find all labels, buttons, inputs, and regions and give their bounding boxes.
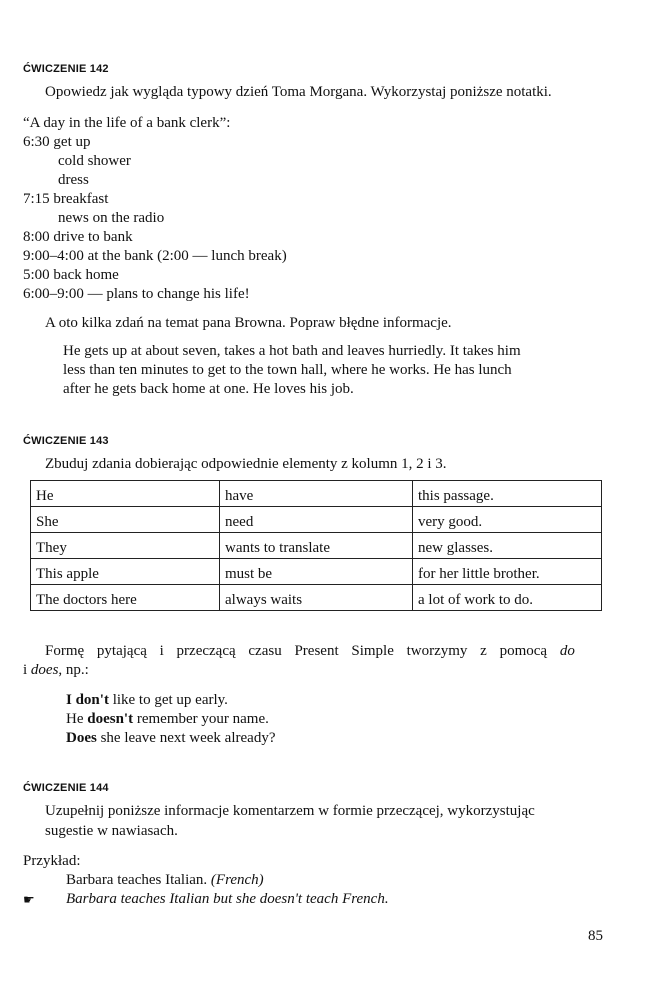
example-sentence-text: Barbara teaches Italian. (66, 872, 211, 888)
schedule-line: 7:15 breakfast (23, 191, 109, 207)
grammar-note-text: i (23, 662, 31, 678)
grammar-example (66, 729, 275, 748)
schedule-line: 6:00–9:00 — plans to change his life! (23, 286, 250, 302)
table-row (31, 533, 602, 559)
example-label: Przykład: (23, 853, 81, 869)
exercise-144-instruction: Uzupełnij poniższe informacje komentarzem w formie przeczącej, wykorzystując (45, 803, 535, 819)
grammar-does: does (30, 662, 59, 678)
table-cell: This apple (31, 559, 220, 585)
schedule-line: 9:00–4:00 at the bank (2:00 — lunch break) (23, 248, 287, 264)
grammar-do: do (559, 643, 575, 659)
table-cell: for her little brother. (413, 559, 602, 585)
example-hint: (French) (210, 872, 264, 888)
pointing-hand-icon: ☛ (23, 892, 35, 907)
table-row (31, 559, 602, 585)
schedule-line: 8:00 drive to bank (23, 229, 133, 245)
table-row (31, 507, 602, 533)
grammar-example (66, 710, 269, 729)
table-cell: must be (220, 559, 413, 585)
example-answer: Barbara teaches Italian but she doesn't teach French. (66, 891, 389, 907)
grammar-example-text: like to get up early. (108, 692, 228, 708)
grammar-example-text: He (66, 711, 88, 727)
table-cell: new glasses. (413, 533, 602, 559)
grammar-note-line (45, 642, 575, 661)
table-cell: a lot of work to do. (413, 585, 602, 611)
table-cell: They (31, 533, 220, 559)
table-cell: wants to translate (220, 533, 413, 559)
exercise-144-instruction: sugestie w nawiasach. (45, 823, 178, 839)
example-sentence (66, 871, 264, 890)
exercise-143-instruction: Zbuduj zdania dobierając odpowiednie elementy z kolumn 1, 2 i 3. (45, 456, 447, 472)
page-number: 85 (588, 928, 603, 944)
passage-line: He gets up at about seven, takes a hot bath and leaves hurriedly. It takes him (63, 343, 521, 359)
exercise-142-instruction: Opowiedz jak wygląda typowy dzień Toma Morgana. Wykorzystaj poniższe notatki. (45, 84, 552, 100)
grammar-example-bold: doesn't (87, 711, 134, 727)
table-cell: have (220, 481, 413, 507)
grammar-example-bold: Does (66, 730, 97, 746)
table-cell: He (31, 481, 220, 507)
schedule-line: cold shower (58, 153, 131, 169)
table-cell: The doctors here (31, 585, 220, 611)
grammar-note-line (23, 661, 89, 680)
passage-line: less than ten minutes to get to the town hall, where he works. He has lunch (63, 362, 512, 378)
schedule-line: news on the radio (58, 210, 165, 226)
grammar-example-text: she leave next week already? (96, 730, 276, 746)
grammar-example-text: remember your name. (133, 711, 269, 727)
exercise-143-heading: ĆWICZENIE 143 (23, 435, 109, 447)
matching-table (30, 480, 602, 611)
table-cell: very good. (413, 507, 602, 533)
grammar-note-text: Formę pytającą i przeczącą czasu Present Simple tworzymy z pomocą (45, 643, 560, 659)
table-row (31, 585, 602, 611)
correction-intro: A oto kilka zdań na temat pana Browna. Popraw błędne informacje. (45, 315, 452, 331)
exercise-144-heading: ĆWICZENIE 144 (23, 782, 109, 794)
grammar-note-text: , np.: (58, 662, 89, 678)
schedule-title: “A day in the life of a bank clerk”: (23, 115, 231, 131)
table-row (31, 481, 602, 507)
table-cell: need (220, 507, 413, 533)
schedule-line: 5:00 back home (23, 267, 119, 283)
schedule-line: 6:30 get up (23, 134, 91, 150)
grammar-example (66, 691, 228, 710)
schedule-line: dress (58, 172, 89, 188)
table-cell: always waits (220, 585, 413, 611)
table-cell: She (31, 507, 220, 533)
passage-line: after he gets back home at one. He loves his job. (63, 381, 354, 397)
exercise-142-heading: ĆWICZENIE 142 (23, 63, 109, 75)
table-cell: this passage. (413, 481, 602, 507)
grammar-example-bold: I don't (66, 692, 109, 708)
